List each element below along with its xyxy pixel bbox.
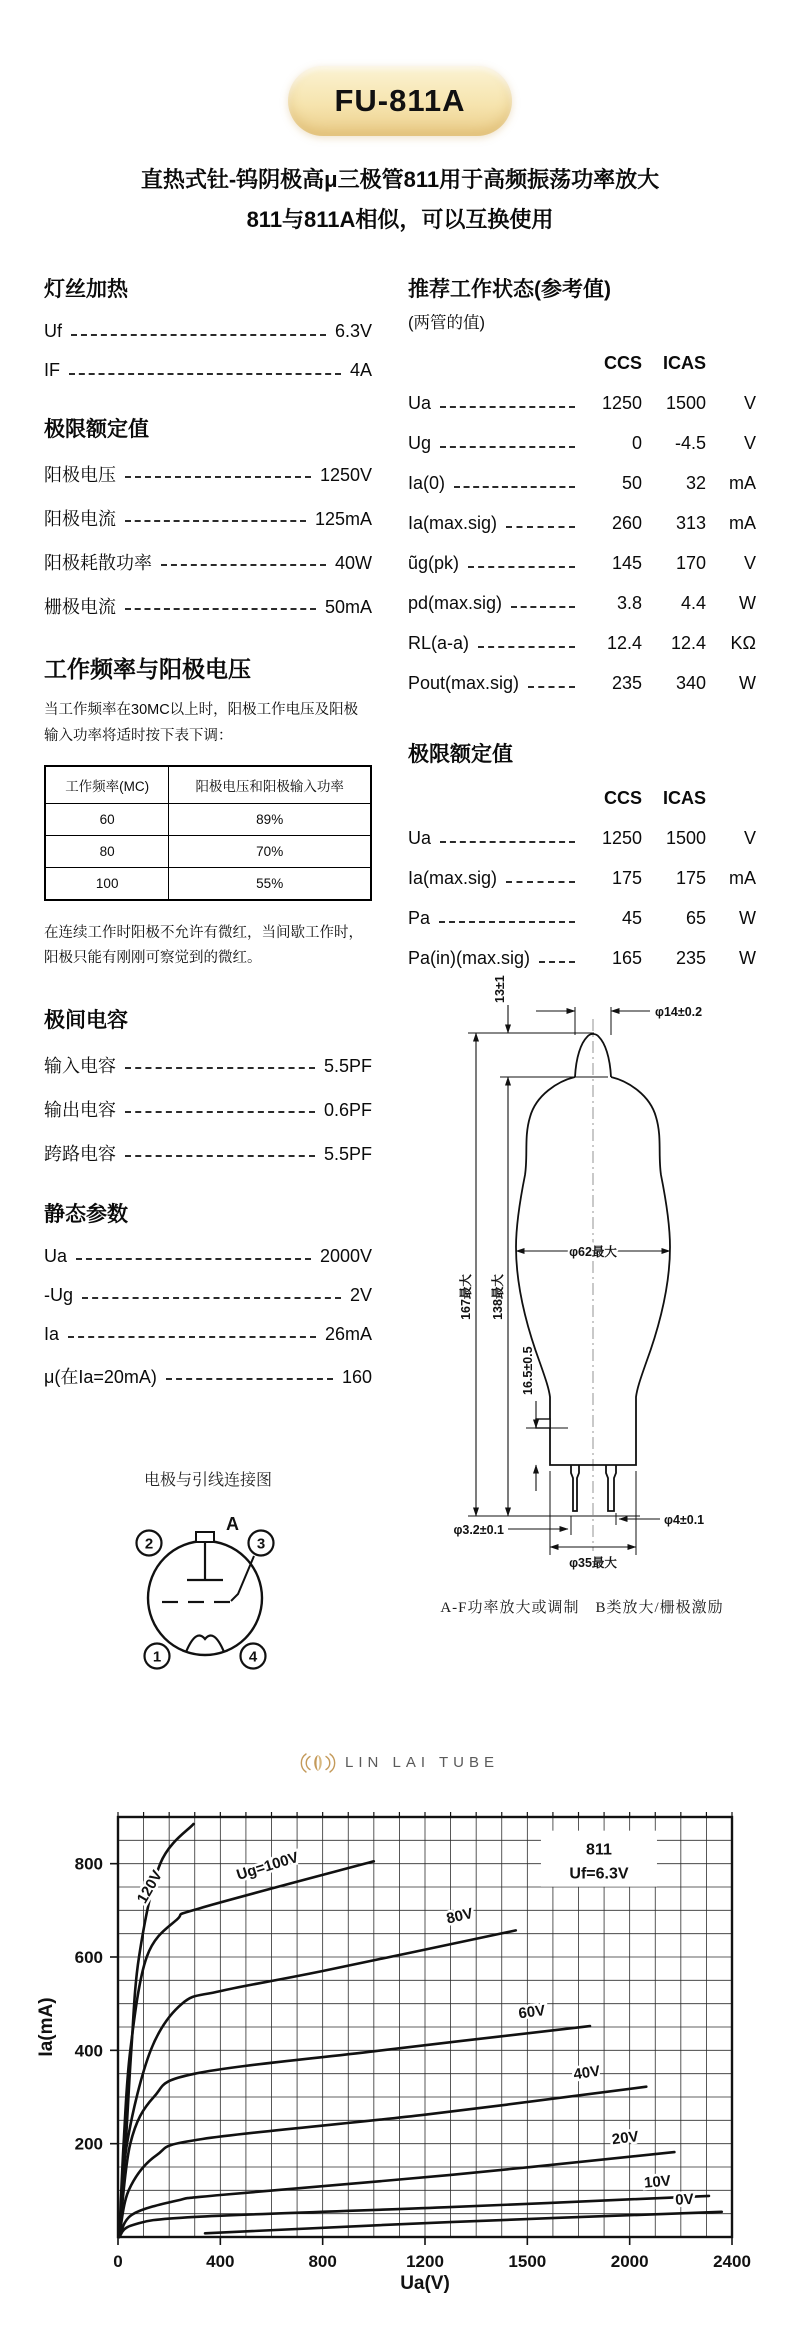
dash-leader bbox=[125, 1067, 315, 1069]
dash-leader bbox=[71, 334, 326, 336]
param-label: ũg(pk) bbox=[408, 553, 460, 574]
param-row bbox=[408, 513, 756, 534]
param-row bbox=[408, 633, 756, 654]
param-label: Ia(0) bbox=[408, 473, 446, 494]
param-icas: 175 bbox=[675, 868, 706, 889]
param-row bbox=[408, 828, 756, 849]
dash-leader bbox=[82, 1297, 341, 1299]
recommended-subtitle: (两管的值) bbox=[408, 314, 485, 333]
y-axis-label: Ia(mA) bbox=[36, 1997, 57, 2057]
spec-row bbox=[44, 505, 372, 531]
brand-name: LIN LAI TUBE bbox=[345, 1754, 499, 1772]
spec-value: 50mA bbox=[324, 597, 372, 618]
param-icas: 340 bbox=[675, 673, 706, 694]
dash-leader bbox=[166, 1378, 333, 1380]
dash-leader bbox=[528, 686, 575, 688]
param-row bbox=[408, 473, 756, 494]
model-badge: FU-811A bbox=[288, 66, 511, 136]
dash-leader bbox=[506, 526, 575, 528]
param-unit: KΩ bbox=[730, 633, 756, 654]
spec-row bbox=[44, 1052, 372, 1078]
dim-bulb-height: 138最大 bbox=[491, 1274, 505, 1321]
spec-label: 阳极电流 bbox=[44, 509, 116, 530]
curve-80V bbox=[119, 1930, 516, 2237]
curve-label-Ug=100V: Ug=100V bbox=[234, 1848, 301, 1884]
param-unit: W bbox=[739, 673, 756, 694]
dim-total-height: 167最大 bbox=[459, 1274, 473, 1321]
pin-2 bbox=[137, 1530, 162, 1555]
param-row bbox=[408, 393, 756, 414]
annotation-line: 811 bbox=[586, 1841, 612, 1859]
spec-label: 栅极电流 bbox=[44, 597, 116, 618]
section-title-capacitance: 极间电容 bbox=[44, 1008, 128, 1032]
param-label: Ia(max.sig) bbox=[408, 868, 498, 889]
spec-value: 4A bbox=[349, 360, 372, 381]
dash-leader bbox=[76, 1258, 311, 1260]
spec-value: 0.6PF bbox=[323, 1099, 372, 1120]
spec-row bbox=[44, 1140, 372, 1166]
table-header-cell: 工作频率(MC) bbox=[45, 766, 169, 804]
frequency-table bbox=[44, 765, 372, 901]
table-cell: 60 bbox=[45, 803, 169, 835]
pinout-diagram bbox=[44, 1498, 372, 1685]
dash-leader bbox=[125, 1155, 315, 1157]
param-label: Ia(max.sig) bbox=[408, 513, 498, 534]
param-ccs: 12.4 bbox=[606, 633, 642, 654]
dim-base-offset: 16.5±0.5 bbox=[521, 1346, 535, 1396]
param-ccs: 145 bbox=[611, 553, 642, 574]
column-headers bbox=[408, 353, 756, 374]
spec-label: 输出电容 bbox=[44, 1099, 116, 1120]
param-icas: 1500 bbox=[665, 828, 706, 849]
frequency-intro: 当工作频率在30MC以上时，阳极工作电压及阳极输入功率将适时按下表下调： bbox=[44, 702, 359, 744]
tube-outline-drawing bbox=[408, 975, 756, 1617]
x-tick-label: 400 bbox=[206, 2251, 235, 2271]
spec-value: 160 bbox=[341, 1366, 372, 1387]
curve-label-10V: 10V bbox=[643, 2172, 672, 2192]
param-label: pd(max.sig) bbox=[408, 593, 503, 614]
param-unit: W bbox=[739, 593, 756, 614]
spec-label: IF bbox=[44, 360, 60, 381]
param-row bbox=[408, 948, 756, 969]
spec-row bbox=[44, 1096, 372, 1122]
subtitle-line2: 811与811A相似，可以互换使用 bbox=[246, 206, 554, 232]
table-cell: 100 bbox=[45, 867, 169, 900]
spec-row bbox=[44, 360, 372, 381]
table-cell: 70% bbox=[169, 835, 371, 867]
content-columns bbox=[0, 273, 800, 1685]
param-ccs: 260 bbox=[611, 513, 642, 534]
param-ccs: 1250 bbox=[601, 393, 642, 414]
dash-leader bbox=[439, 921, 575, 923]
right-column bbox=[408, 273, 756, 1685]
param-ccs: 0 bbox=[631, 433, 642, 454]
param-label: Pa bbox=[408, 908, 431, 929]
table-cell: 80 bbox=[45, 835, 169, 867]
tube-basing-diagram bbox=[102, 1498, 314, 1680]
curve-label-120V: 120V bbox=[133, 1867, 167, 1907]
table-cell: 55% bbox=[169, 867, 371, 900]
table-row bbox=[45, 835, 371, 867]
plate-characteristics-chart bbox=[0, 1789, 800, 2299]
param-icas: 65 bbox=[685, 908, 706, 929]
curve-label-40V: 40V bbox=[572, 2062, 602, 2083]
spec-value: 1250V bbox=[319, 465, 372, 486]
dash-leader bbox=[440, 446, 575, 448]
param-row bbox=[408, 433, 756, 454]
param-unit: V bbox=[743, 393, 756, 414]
table-header-cell: 阳极电压和阳极输入功率 bbox=[169, 766, 371, 804]
dim-pin-small: φ3.2±0.1 bbox=[453, 1523, 504, 1538]
dash-leader bbox=[161, 564, 326, 566]
param-row bbox=[408, 553, 756, 574]
param-row bbox=[408, 868, 756, 889]
curve-40V bbox=[119, 2086, 646, 2236]
param-icas: 170 bbox=[675, 553, 706, 574]
svg-text:4: 4 bbox=[248, 1648, 258, 1666]
spec-value: 5.5PF bbox=[323, 1055, 372, 1076]
spec-value: 26mA bbox=[324, 1323, 372, 1344]
param-unit: W bbox=[739, 948, 756, 969]
brand-logo bbox=[0, 1751, 800, 1775]
dash-leader bbox=[440, 841, 575, 843]
param-row bbox=[408, 908, 756, 929]
y-tick-label: 400 bbox=[74, 2041, 103, 2061]
param-row bbox=[408, 673, 756, 694]
param-icas: 1500 bbox=[665, 393, 706, 414]
param-label: Pout(max.sig) bbox=[408, 673, 520, 694]
param-unit: W bbox=[739, 908, 756, 929]
param-icas: 313 bbox=[675, 513, 706, 534]
dash-leader bbox=[506, 881, 575, 883]
annotation-line: Uf=6.3V bbox=[569, 1865, 629, 1883]
param-icas: 32 bbox=[685, 473, 706, 494]
pinout-caption: 电极与引线连接图 bbox=[143, 1471, 272, 1489]
subtitle bbox=[0, 160, 800, 239]
spec-row bbox=[44, 321, 372, 342]
pin-3 bbox=[249, 1530, 274, 1555]
y-tick-label: 600 bbox=[74, 1947, 103, 1967]
pin-4 bbox=[241, 1643, 266, 1668]
curve-label-20V: 20V bbox=[610, 2127, 640, 2148]
curve-Ug=100V bbox=[119, 1861, 373, 2237]
dash-leader bbox=[440, 406, 575, 408]
dash-leader bbox=[68, 1336, 316, 1338]
dash-leader bbox=[125, 608, 316, 610]
x-axis-label: Ua(V) bbox=[400, 2272, 450, 2294]
param-label: Ua bbox=[408, 828, 432, 849]
spec-label: μ(在Ia=20mA) bbox=[44, 1366, 157, 1387]
grid-lead bbox=[231, 1556, 254, 1601]
param-ccs: 165 bbox=[611, 948, 642, 969]
curve-label-60V: 60V bbox=[517, 2001, 547, 2022]
curve-label-80V: 80V bbox=[444, 1904, 475, 1928]
spec-row bbox=[44, 461, 372, 487]
param-ccs: 1250 bbox=[601, 828, 642, 849]
dim-cap-height: 13±1 bbox=[493, 975, 507, 1004]
table-row bbox=[45, 867, 371, 900]
param-label: RL(a-a) bbox=[408, 633, 470, 654]
spec-label: -Ug bbox=[44, 1284, 74, 1305]
dash-leader bbox=[468, 566, 575, 568]
param-ccs: 50 bbox=[621, 473, 642, 494]
pin-1 bbox=[145, 1643, 170, 1668]
dash-leader bbox=[125, 1111, 315, 1113]
x-tick-label: 1500 bbox=[508, 2251, 547, 2271]
section-title-limits: 极限额定值 bbox=[408, 743, 513, 767]
subtitle-line1: 直热式钍-钨阴极高μ三极管811用于高频振荡功率放大 bbox=[140, 167, 660, 192]
param-icas: 12.4 bbox=[670, 633, 706, 654]
param-unit: V bbox=[743, 553, 756, 574]
column-headers bbox=[408, 788, 756, 809]
frequency-footnote: 在连续工作时阳极不允许有微红，当间歇工作时，阳极只能有刚刚可察觉到的微红。 bbox=[44, 924, 363, 967]
dash-leader bbox=[511, 606, 575, 608]
curve-label-0V: 0V bbox=[674, 2190, 695, 2209]
param-unit: V bbox=[743, 433, 756, 454]
left-column bbox=[44, 273, 372, 1685]
dim-cap-diameter: φ14±0.2 bbox=[655, 1005, 703, 1020]
param-unit: mA bbox=[729, 868, 756, 889]
spec-value: 5.5PF bbox=[323, 1143, 372, 1164]
dash-leader bbox=[539, 961, 575, 963]
section-title-frequency: 工作频率与阳极电压 bbox=[44, 656, 251, 683]
svg-text:2: 2 bbox=[144, 1535, 154, 1553]
top-cap bbox=[196, 1532, 214, 1542]
section-title-static: 静态参数 bbox=[44, 1202, 128, 1226]
param-label: Ua bbox=[408, 393, 432, 414]
param-unit: V bbox=[743, 828, 756, 849]
param-ccs: 45 bbox=[621, 908, 642, 929]
table-header-row bbox=[45, 766, 371, 804]
spec-value: 6.3V bbox=[334, 321, 372, 342]
table-cell: 89% bbox=[169, 803, 371, 835]
svg-text:1: 1 bbox=[152, 1648, 162, 1666]
section-title-recommended: 推荐工作状态(参考值) bbox=[408, 278, 611, 302]
param-label: Pa(in)(max.sig) bbox=[408, 948, 531, 969]
spec-label: Ia bbox=[44, 1323, 60, 1344]
dash-leader bbox=[478, 646, 575, 648]
svg-text:3: 3 bbox=[256, 1535, 266, 1553]
spec-row bbox=[44, 1324, 372, 1345]
curve-0V bbox=[205, 2211, 722, 2233]
anode-pin-label: A bbox=[226, 1513, 239, 1534]
param-row bbox=[408, 593, 756, 614]
y-tick-label: 800 bbox=[74, 1854, 103, 1874]
param-unit: mA bbox=[729, 473, 756, 494]
filament-symbol bbox=[186, 1635, 224, 1651]
param-icas: 235 bbox=[675, 948, 706, 969]
spec-value: 40W bbox=[334, 553, 372, 574]
x-tick-label: 0 bbox=[113, 2251, 123, 2271]
col-header-ccs: CCS bbox=[603, 353, 642, 374]
dash-leader bbox=[454, 486, 575, 488]
dim-pin-large: φ4±0.1 bbox=[664, 1513, 705, 1528]
table-row bbox=[45, 803, 371, 835]
x-tick-label: 2400 bbox=[713, 2251, 751, 2271]
spec-label: Uf bbox=[44, 321, 62, 342]
dash-leader bbox=[69, 373, 341, 375]
x-tick-label: 2000 bbox=[610, 2251, 649, 2271]
linlai-logo-icon bbox=[301, 1751, 335, 1775]
col-header-icas: ICAS bbox=[662, 353, 706, 374]
tube-dimension-drawing bbox=[408, 975, 758, 1577]
x-tick-label: 800 bbox=[308, 2251, 337, 2271]
param-icas: -4.5 bbox=[674, 433, 706, 454]
spec-row bbox=[44, 593, 372, 619]
spec-row bbox=[44, 549, 372, 575]
param-icas: 4.4 bbox=[680, 593, 706, 614]
y-tick-label: 200 bbox=[74, 2134, 103, 2154]
header bbox=[0, 66, 800, 136]
dim-base-diameter: φ35最大 bbox=[569, 1556, 617, 1571]
spec-label: 输入电容 bbox=[44, 1055, 116, 1076]
param-ccs: 175 bbox=[611, 868, 642, 889]
spec-label: 阳极耗散功率 bbox=[44, 553, 152, 574]
spec-value: 2000V bbox=[319, 1245, 372, 1266]
param-unit: mA bbox=[729, 513, 756, 534]
param-ccs: 3.8 bbox=[616, 593, 642, 614]
section-title-filament: 灯丝加热 bbox=[44, 278, 128, 302]
dash-leader bbox=[125, 520, 306, 522]
col-header-icas: ICAS bbox=[662, 788, 706, 809]
param-ccs: 235 bbox=[611, 673, 642, 694]
param-label: Ug bbox=[408, 433, 432, 454]
col-header-ccs: CCS bbox=[603, 788, 642, 809]
dash-leader bbox=[125, 476, 311, 478]
dim-bulb-diameter: φ62最大 bbox=[569, 1245, 617, 1260]
spec-row bbox=[44, 1363, 372, 1389]
spec-label: 阳极电压 bbox=[44, 465, 116, 486]
spec-label: 跨路电容 bbox=[44, 1143, 116, 1164]
application-caption: A-F功率放大或调制 B类放大/栅极激励 bbox=[440, 1600, 724, 1617]
spec-value: 125mA bbox=[314, 509, 372, 530]
spec-label: Ua bbox=[44, 1245, 68, 1266]
spec-row bbox=[44, 1285, 372, 1306]
spec-value: 2V bbox=[349, 1284, 372, 1305]
spec-row bbox=[44, 1246, 372, 1267]
x-tick-label: 1200 bbox=[406, 2251, 444, 2271]
section-title-ratings: 极限额定值 bbox=[44, 418, 149, 442]
chart-svg bbox=[26, 1789, 774, 2294]
